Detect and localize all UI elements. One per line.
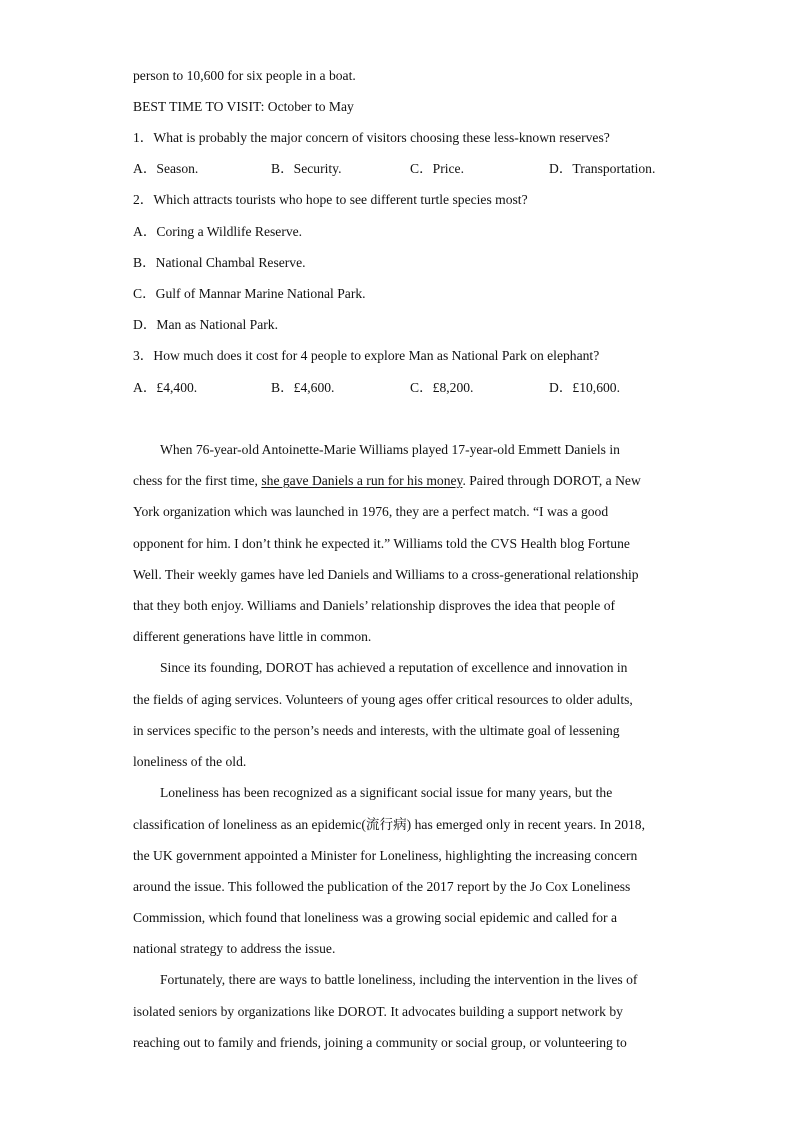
best-time-line: BEST TIME TO VISIT: October to May	[133, 99, 354, 114]
passage-line: isolated seniors by organizations like DOROT. It advocates building a support network by	[133, 1004, 623, 1019]
q3-option-b: B．£4,600.	[271, 380, 335, 395]
passage-line: Since its founding, DOROT has achieved a reputation of excellence and innovation in	[160, 660, 628, 675]
question-3-stem: 3．How much does it cost for 4 people to explore Man as National Park on elephant?	[133, 348, 600, 363]
q3-option-c: C．£8,200.	[410, 380, 474, 395]
passage-line: the fields of aging services. Volunteers of young ages offer critical resources to older adults,	[133, 692, 633, 707]
q1-option-c: C．Price.	[410, 161, 464, 176]
question-1-stem: 1．What is probably the major concern of visitors choosing these less-known reserves?	[133, 130, 610, 145]
passage-line: around the issue. This followed the publication of the 2017 report by the Jo Cox Loneliness	[133, 879, 631, 894]
q2-option-d: D．Man as National Park.	[133, 317, 278, 332]
q3-option-a: A．£4,400.	[133, 380, 198, 395]
passage-line: different generations have little in common.	[133, 629, 372, 644]
passage-line: Loneliness has been recognized as a significant social issue for many years, but the	[160, 785, 613, 800]
q2-option-c: C．Gulf of Mannar Marine National Park.	[133, 286, 366, 301]
passage-line	[133, 471, 641, 491]
passage-line: opponent for him. I don’t think he expected it.” Williams told the CVS Health blog Fortune	[133, 536, 630, 551]
passage-line: Fortunately, there are ways to battle loneliness, including the intervention in the lives of	[160, 972, 638, 987]
passage-line: Well. Their weekly games have led Daniels and Williams to a cross-generational relationship	[133, 567, 639, 582]
text-line: person to 10,600 for six people in a boat.	[133, 68, 356, 83]
q2-option-a: A．Coring a Wildlife Reserve.	[133, 224, 303, 239]
passage-line: Commission, which found that loneliness was a growing social epidemic and called for a	[133, 910, 617, 925]
q1-option-d: D．Transportation.	[549, 161, 656, 176]
question-2-stem: 2．Which attracts tourists who hope to see different turtle species most?	[133, 192, 528, 207]
q3-option-d: D．£10,600.	[549, 380, 620, 395]
passage-line: reaching out to family and friends, joining a community or social group, or volunteering to	[133, 1035, 627, 1050]
passage-text: chess for the first time,	[133, 473, 262, 488]
passage-line: national strategy to address the issue.	[133, 941, 336, 956]
q1-option-a: A．Season.	[133, 161, 199, 176]
passage-line: in services specific to the person’s needs and interests, with the ultimate goal of lessening	[133, 723, 620, 738]
passage-line: loneliness of the old.	[133, 754, 247, 769]
passage-line: that they both enjoy. Williams and Daniels’ relationship disproves the idea that people of	[133, 598, 616, 613]
q1-option-b: B．Security.	[271, 161, 342, 176]
underlined-phrase: she gave Daniels a run for his money	[261, 473, 463, 488]
passage-line: the UK government appointed a Minister for Loneliness, highlighting the increasing concern	[133, 848, 638, 863]
passage-line: When 76-year-old Antoinette-Marie Williams played 17-year-old Emmett Daniels in	[160, 442, 620, 457]
passage-line: classification of loneliness as an epidemic(流行病) has emerged only in recent years. In 2018,	[133, 817, 646, 832]
passage-line: York organization which was launched in 1976, they are a perfect match. “I was a good	[133, 504, 609, 519]
passage-text: . Paired through DOROT, a New	[462, 473, 641, 488]
q2-option-b: B．National Chambal Reserve.	[133, 255, 306, 270]
